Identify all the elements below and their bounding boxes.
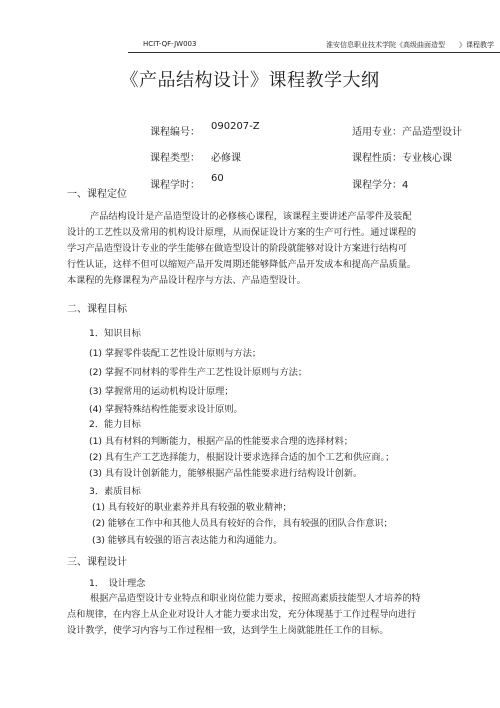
list-item: (2) 具有生产工艺选择能力，根据设计要求选择合适的加个工艺和供应商。；	[89, 452, 395, 463]
course-code-value: 090207-Z	[211, 121, 260, 132]
course-hours-value: 60	[211, 173, 224, 184]
paragraph-line: 行性认证，这样不但可以缩短产品开发周期还能够降低产品开发成本和提高产品质量。	[67, 259, 417, 270]
quality-goals-title: 3．素质目标	[89, 486, 141, 497]
course-hours-label: 课程学时：	[150, 180, 200, 191]
paragraph-line: 点和规律，在内容上从企业对设计人才能力要求出发，充分体现基于工作过程导向进行	[67, 609, 417, 620]
list-item: (3) 掌握常用的运动机构设计原理；	[89, 386, 234, 397]
section-3-heading: 三、课程设计	[67, 557, 127, 568]
list-item: (2) 掌握不同材料的零件生产工艺性设计原则与方法；	[89, 367, 308, 378]
paragraph-line: 根据产品造型设计专业特点和职业岗位能力要求，按照高素质技能型人才培养的特	[90, 593, 421, 604]
course-type-label: 课程类型：	[150, 153, 200, 164]
course-credits: 课程学分：4	[352, 180, 409, 191]
course-nature: 课程性质：专业核心课	[352, 153, 452, 164]
paragraph-line: 本课程的先修课程为产品设计程序与方法、产品造型设计。	[67, 275, 306, 286]
knowledge-goals-title: 1．知识目标	[89, 328, 141, 339]
list-item: (1) 掌握零件装配工艺性设计原则与方法；	[89, 348, 262, 359]
list-item: (4) 掌握特殊结构性能要求设计原则。	[89, 404, 243, 415]
section-3-paragraph	[67, 591, 421, 639]
design-concept-title: 1． 设计理念	[89, 578, 146, 589]
list-item: (3) 具有设计创新能力，能够根据产品性能要求进行结构设计创新。	[89, 468, 363, 479]
course-type-value: 必修课	[211, 153, 241, 164]
course-code-label: 课程编号：	[150, 127, 200, 138]
paragraph-line: 学习产品造型设计专业的学生能够在做造型设计的阶段就能够对设计方案进行结构可	[67, 243, 407, 254]
list-item: (1) 具有材料的判断能力，根据产品的性能要求合理的选择材料；	[89, 436, 353, 447]
paragraph-line: 设计教学，使学习内容与工作过程相一致，达到学生上岗就能胜任工作的目标。	[67, 625, 389, 636]
ability-goals-title: 2．能力目标	[89, 419, 141, 430]
header-rule	[128, 52, 500, 53]
header-doc-code: HCIT-QF-JW003	[143, 40, 197, 48]
list-item: (2) 能够在工作中和其他人员具有较好的合作，具有较强的团队合作意识；	[92, 518, 393, 529]
paragraph-line: 产品结构设计是产品造型设计的必修核心课程，该课程主要讲述产品零件及装配	[90, 211, 412, 222]
document-title: 《产品结构设计》课程教学大纲	[120, 70, 380, 91]
paragraph-line: 设计的工艺性以及常用的机构设计原理，从而保证设计方案的生产可行性。通过课程的	[67, 227, 417, 238]
list-item: (3) 能够具有较强的语言表达能力和沟通能力。	[92, 535, 283, 546]
section-1-paragraph	[67, 209, 416, 289]
section-1-heading: 一、课程定位	[67, 189, 127, 200]
applicable-major: 适用专业：产品造型设计	[352, 127, 462, 138]
list-item: (1) 具有较好的职业素养并具有较强的敬业精神；	[92, 502, 292, 513]
section-2-heading: 二、课程目标	[67, 304, 127, 315]
header-organization: 淮安信息职业技术学院《高级曲面造型 》课程教学	[326, 41, 494, 49]
